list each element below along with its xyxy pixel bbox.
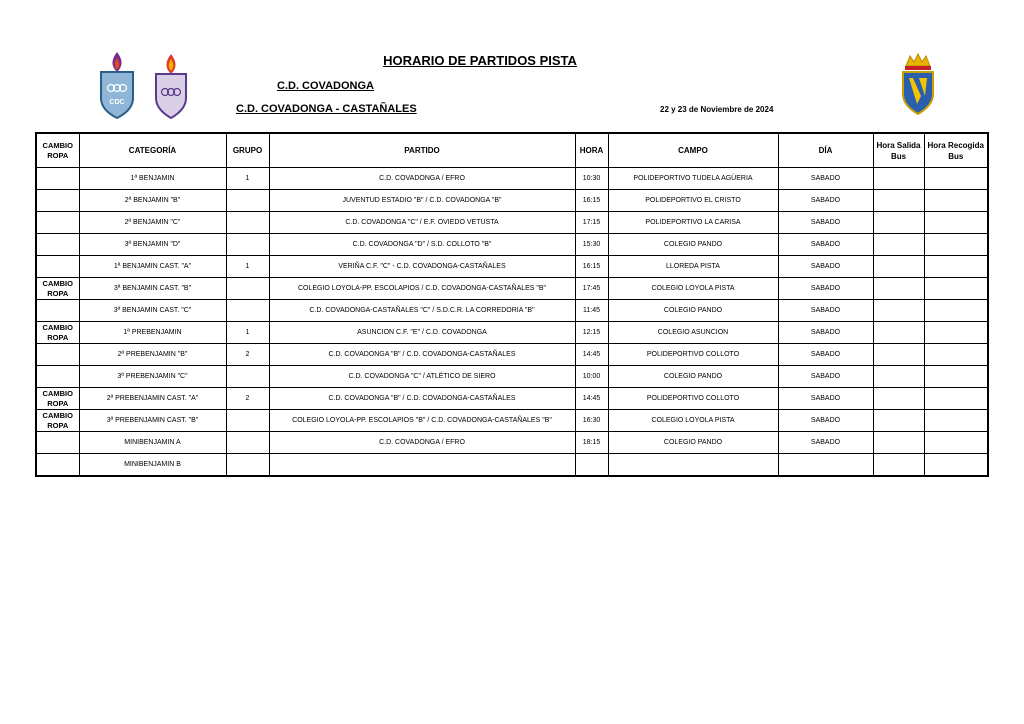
cell-categoria: 3ª BENJAMIN CAST. "C" <box>79 300 226 322</box>
cell-hora: 16:15 <box>575 256 608 278</box>
cell-hora-salida-bus <box>873 388 924 410</box>
cell-campo: COLEGIO PANDO <box>608 300 778 322</box>
cell-hora-salida-bus <box>873 366 924 388</box>
cell-grupo: 2 <box>226 344 269 366</box>
cell-campo: POLIDEPORTIVO COLLOTO <box>608 344 778 366</box>
header-campo: CAMPO <box>608 133 778 168</box>
cell-hora-recogida-bus <box>924 278 988 300</box>
cell-partido: VERIÑA C.F. "C" - C.D. COVADONGA-CASTAÑALES <box>269 256 575 278</box>
table-row <box>36 190 988 212</box>
match-date: 22 y 23 de Noviembre de 2024 <box>660 105 774 114</box>
cell-hora: 10:00 <box>575 366 608 388</box>
table-row <box>36 300 988 322</box>
cell-grupo <box>226 410 269 432</box>
cell-cambio <box>36 366 79 388</box>
cell-hora-salida-bus <box>873 234 924 256</box>
cell-categoria: 3ª BENJAMIN "D" <box>79 234 226 256</box>
header-hora: HORA <box>575 133 608 168</box>
cell-grupo: 1 <box>226 256 269 278</box>
cell-categoria: 1ª BENJAMIN <box>79 168 226 190</box>
cell-hora-salida-bus <box>873 454 924 477</box>
cell-hora: 18:15 <box>575 432 608 454</box>
cell-partido: C.D. COVADONGA "C" / ATLÉTICO DE SIERO <box>269 366 575 388</box>
cell-cambio <box>36 168 79 190</box>
table-row <box>36 256 988 278</box>
cell-dia: SABADO <box>778 278 873 300</box>
cell-dia: SABADO <box>778 212 873 234</box>
cell-hora-recogida-bus <box>924 344 988 366</box>
schedule-table <box>35 132 989 477</box>
header-partido: PARTIDO <box>269 133 575 168</box>
cell-campo <box>608 454 778 477</box>
cell-grupo: 1 <box>226 168 269 190</box>
table-row <box>36 168 988 190</box>
cell-partido: C.D. COVADONGA / EFRO <box>269 432 575 454</box>
cell-grupo <box>226 190 269 212</box>
cell-hora-recogida-bus <box>924 366 988 388</box>
cell-dia: SABADO <box>778 344 873 366</box>
cell-hora-salida-bus <box>873 300 924 322</box>
club-name: C.D. COVADONGA <box>277 80 374 92</box>
header-grupo: GRUPO <box>226 133 269 168</box>
cell-hora-recogida-bus <box>924 432 988 454</box>
cell-partido: ASUNCION C.F. "E" / C.D. COVADONGA <box>269 322 575 344</box>
cell-hora-salida-bus <box>873 212 924 234</box>
cell-campo: COLEGIO ASUNCION <box>608 322 778 344</box>
page-title: HORARIO DE PARTIDOS PISTA <box>383 53 577 68</box>
cell-grupo <box>226 432 269 454</box>
cell-grupo <box>226 212 269 234</box>
header-hora-recogida-bus: Hora Recogida Bus <box>924 133 988 168</box>
cell-cambio <box>36 234 79 256</box>
header-hora-salida-bus: Hora Salida Bus <box>873 133 924 168</box>
cell-dia: SABADO <box>778 190 873 212</box>
table-row <box>36 454 988 477</box>
cell-hora: 15:30 <box>575 234 608 256</box>
cell-hora: 12:15 <box>575 322 608 344</box>
cell-partido <box>269 454 575 477</box>
table-row <box>36 410 988 432</box>
cell-hora-salida-bus <box>873 256 924 278</box>
cell-grupo <box>226 234 269 256</box>
cell-cambio <box>36 432 79 454</box>
cell-partido: COLEGIO LOYOLA-PP. ESCOLAPIOS / C.D. COVADONGA-CASTAÑALES "B" <box>269 278 575 300</box>
cell-campo: COLEGIO PANDO <box>608 366 778 388</box>
cell-hora-recogida-bus <box>924 454 988 477</box>
cell-dia: SABADO <box>778 366 873 388</box>
cell-hora: 17:15 <box>575 212 608 234</box>
club2-name: C.D. COVADONGA - CASTAÑALES <box>236 103 417 115</box>
header-categoria: CATEGORÍA <box>79 133 226 168</box>
cell-hora-salida-bus <box>873 410 924 432</box>
cell-partido: C.D. COVADONGA "C" / E.F. OVIEDO VETUSTA <box>269 212 575 234</box>
cell-categoria: 2ª PREBENJAMIN "B" <box>79 344 226 366</box>
cell-cambio <box>36 300 79 322</box>
cell-dia: SABADO <box>778 234 873 256</box>
cell-hora-recogida-bus <box>924 168 988 190</box>
cell-dia: SABADO <box>778 432 873 454</box>
cell-categoria: 3ª BENJAMIN CAST. "B" <box>79 278 226 300</box>
cell-grupo <box>226 366 269 388</box>
cell-campo: POLIDEPORTIVO TUDELA AGÜERIA <box>608 168 778 190</box>
cell-dia: SABADO <box>778 388 873 410</box>
cell-hora-salida-bus <box>873 344 924 366</box>
cell-hora: 17:45 <box>575 278 608 300</box>
cdc-logo-text: CDC <box>109 99 125 106</box>
cell-hora: 14:45 <box>575 344 608 366</box>
cell-categoria: 3ª PREBENJAMIN CAST. "B" <box>79 410 226 432</box>
cell-grupo <box>226 454 269 477</box>
table-header-row <box>36 133 988 168</box>
cell-campo: COLEGIO LOYOLA PISTA <box>608 278 778 300</box>
table-row <box>36 234 988 256</box>
cell-cambio <box>36 344 79 366</box>
cell-partido: C.D. COVADONGA "B" / C.D. COVADONGA-CASTAÑALES <box>269 388 575 410</box>
cell-hora-recogida-bus <box>924 300 988 322</box>
cell-hora-recogida-bus <box>924 388 988 410</box>
cell-hora-recogida-bus <box>924 212 988 234</box>
cell-campo: COLEGIO PANDO <box>608 234 778 256</box>
cell-categoria: 1ª PREBENJAMIN <box>79 322 226 344</box>
cell-hora: 11:45 <box>575 300 608 322</box>
table-row <box>36 278 988 300</box>
cell-grupo <box>226 278 269 300</box>
cell-hora: 14:45 <box>575 388 608 410</box>
cell-cambio <box>36 212 79 234</box>
cell-partido: C.D. COVADONGA "D" / S.D. COLLOTO "B" <box>269 234 575 256</box>
cell-campo: POLIDEPORTIVO EL CRISTO <box>608 190 778 212</box>
cell-categoria: 1ª BENJAMIN CAST. "A" <box>79 256 226 278</box>
cell-cambio: CAMBIO ROPA <box>36 388 79 410</box>
cell-dia: SABADO <box>778 300 873 322</box>
cell-grupo: 1 <box>226 322 269 344</box>
cell-dia: SABADO <box>778 168 873 190</box>
table-row <box>36 366 988 388</box>
cell-cambio: CAMBIO ROPA <box>36 322 79 344</box>
cell-hora-salida-bus <box>873 278 924 300</box>
cell-categoria: 2ª BENJAMIN "B" <box>79 190 226 212</box>
cell-dia: SABADO <box>778 322 873 344</box>
cell-campo: COLEGIO LOYOLA PISTA <box>608 410 778 432</box>
cell-grupo: 2 <box>226 388 269 410</box>
cell-hora-recogida-bus <box>924 234 988 256</box>
cell-cambio: CAMBIO ROPA <box>36 410 79 432</box>
cell-campo: LLOREDA PISTA <box>608 256 778 278</box>
header-dia: DÍA <box>778 133 873 168</box>
cell-cambio <box>36 256 79 278</box>
cell-hora: 10:30 <box>575 168 608 190</box>
table-row <box>36 344 988 366</box>
cell-hora-recogida-bus <box>924 190 988 212</box>
cell-dia <box>778 454 873 477</box>
cell-hora: 16:15 <box>575 190 608 212</box>
table-row <box>36 212 988 234</box>
cell-hora-recogida-bus <box>924 256 988 278</box>
cell-cambio <box>36 454 79 477</box>
cell-grupo <box>226 300 269 322</box>
cell-dia: SABADO <box>778 256 873 278</box>
cell-partido: JUVENTUD ESTADIO "B" / C.D. COVADONGA "B" <box>269 190 575 212</box>
table-row <box>36 322 988 344</box>
cell-partido: COLEGIO LOYOLA-PP. ESCOLAPIOS "B" / C.D. COVADONGA-CASTAÑALES "B" <box>269 410 575 432</box>
cell-hora-recogida-bus <box>924 410 988 432</box>
cell-cambio: CAMBIO ROPA <box>36 278 79 300</box>
cell-campo: POLIDEPORTIVO COLLOTO <box>608 388 778 410</box>
cell-categoria: MINIBENJAMIN B <box>79 454 226 477</box>
cell-hora-salida-bus <box>873 432 924 454</box>
cell-partido: C.D. COVADONGA-CASTAÑALES "C" / S.D.C.R. LA CORREDORIA "B" <box>269 300 575 322</box>
cell-hora: 16:30 <box>575 410 608 432</box>
cell-hora-salida-bus <box>873 168 924 190</box>
cell-partido: C.D. COVADONGA / EFRO <box>269 168 575 190</box>
header-cambio-ropa: CAMBIO ROPA <box>36 133 79 168</box>
cell-hora-salida-bus <box>873 190 924 212</box>
cell-cambio <box>36 190 79 212</box>
cell-categoria: 3ª PREBENJAMIN "C" <box>79 366 226 388</box>
table-row <box>36 432 988 454</box>
cell-categoria: MINIBENJAMIN A <box>79 432 226 454</box>
cell-dia: SABADO <box>778 410 873 432</box>
table-row <box>36 388 988 410</box>
cell-hora <box>575 454 608 477</box>
cell-campo: COLEGIO PANDO <box>608 432 778 454</box>
cell-categoria: 2ª BENJAMIN "C" <box>79 212 226 234</box>
cell-campo: POLIDEPORTIVO LA CARISA <box>608 212 778 234</box>
cell-partido: C.D. COVADONGA "B" / C.D. COVADONGA-CASTAÑALES <box>269 344 575 366</box>
cell-hora-recogida-bus <box>924 322 988 344</box>
cell-categoria: 2ª PREBENJAMIN CAST. "A" <box>79 388 226 410</box>
cell-hora-salida-bus <box>873 322 924 344</box>
